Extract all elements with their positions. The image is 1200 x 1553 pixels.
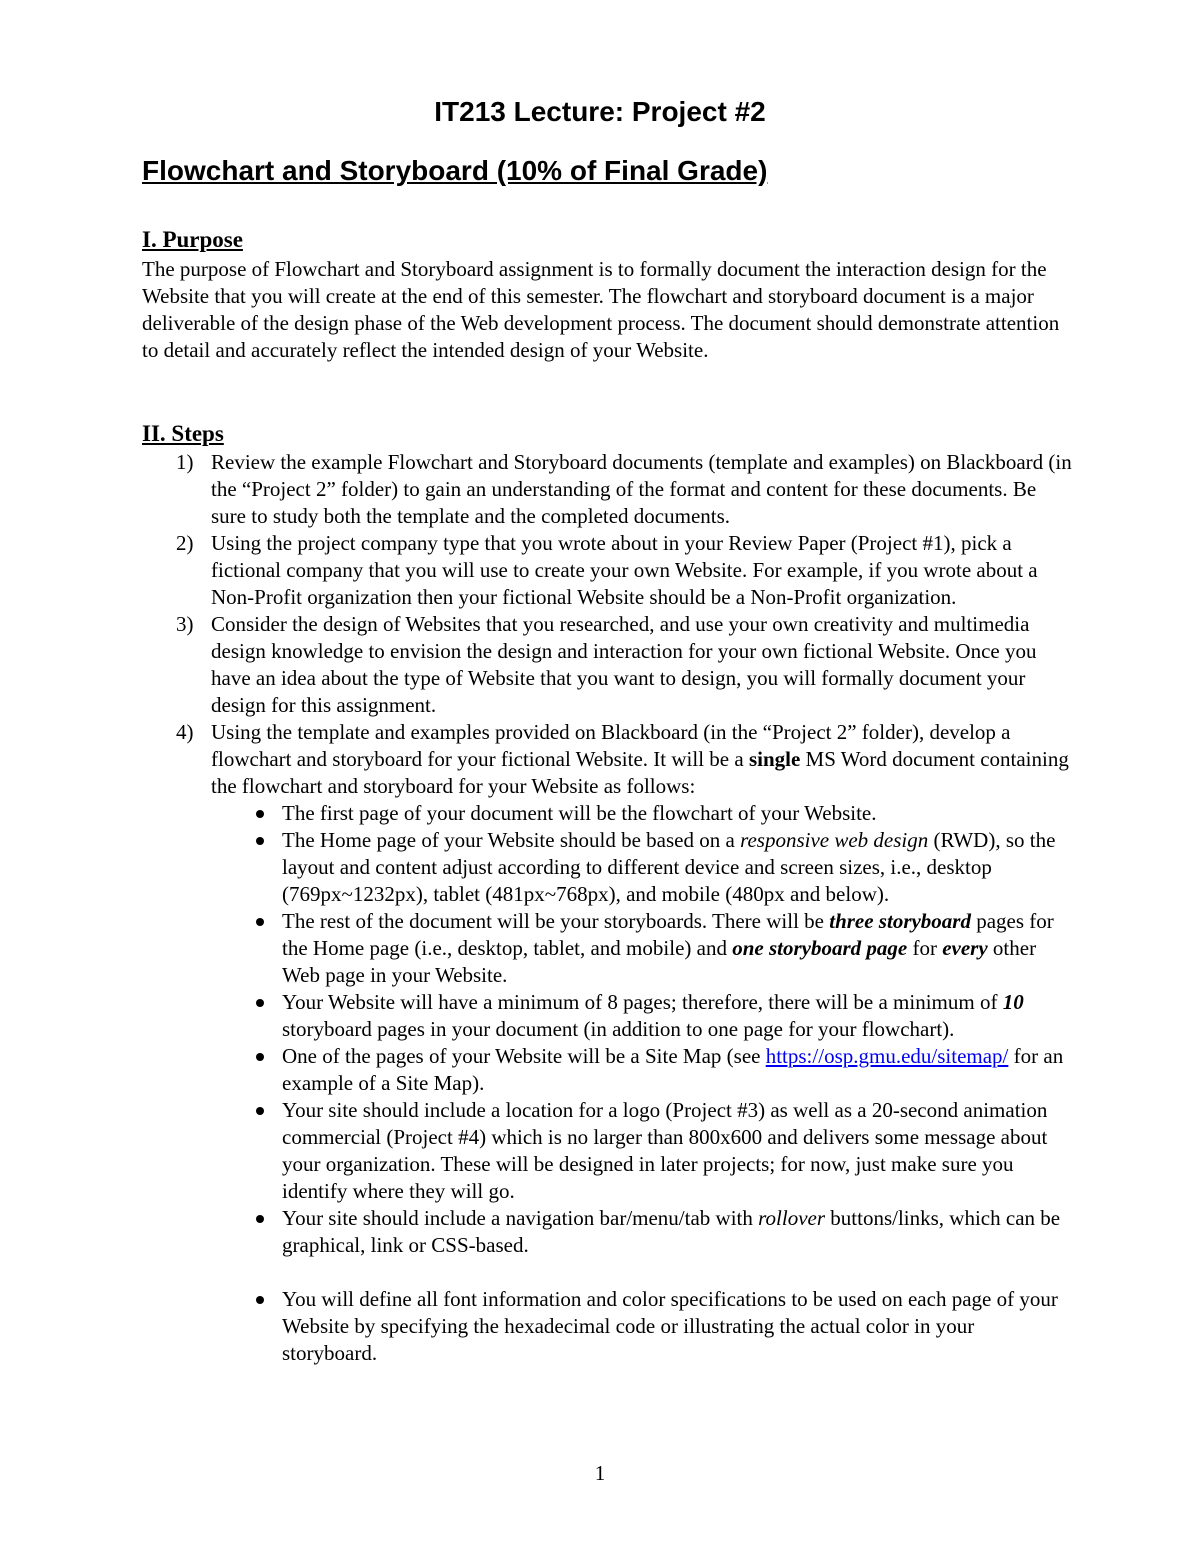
bullet-icon — [256, 999, 264, 1007]
bold-italic-emphasis: one storyboard page — [732, 936, 908, 960]
step-item — [142, 530, 1072, 611]
bullet-text-part: Your Website will have a minimum of 8 pages; therefore, there will be a minimum of — [282, 990, 1003, 1014]
bullet-item — [211, 1043, 1072, 1097]
sitemap-link[interactable]: https://osp.gmu.edu/sitemap/ — [765, 1044, 1009, 1068]
bullet-text-part: for — [907, 936, 943, 960]
step-number: 4) — [176, 720, 194, 744]
page-subtitle: Flowchart and Storyboard (10% of Final Grade) — [142, 155, 768, 186]
bullet-icon — [256, 837, 264, 845]
bullet-icon — [256, 1215, 264, 1223]
step-text-part: Using the template and examples provided on Blackboard (in the “Project 2” folder), develop a flowchart and storyboard for your fictional Website. It will be a — [211, 720, 1011, 771]
bold-italic-emphasis: three storyboard — [829, 909, 971, 933]
bullet-text — [282, 828, 1055, 906]
bullet-icon — [256, 1296, 264, 1304]
bullet-text-part: pages for the Home page (i.e., desktop, tablet, and mobile) and — [282, 909, 1054, 960]
step-text — [211, 720, 1069, 798]
bullet-text: You will define all font information and color specifications to be used on each page of your Website by specifying the hexadecimal code or illustrating the actual color in your storyboard. — [282, 1287, 1058, 1365]
bullet-text — [282, 909, 1054, 987]
bullet-text-part: buttons/links, which can be graphical, link or CSS-based. — [282, 1206, 1061, 1257]
bullet-text — [282, 990, 1024, 1041]
bullet-item — [211, 800, 1072, 827]
bullet-text — [282, 1206, 1060, 1257]
bullet-item — [211, 827, 1072, 908]
bullet-item — [211, 1097, 1072, 1205]
page-number: 1 — [594, 1461, 606, 1485]
bullet-item — [211, 1286, 1072, 1367]
bold-italic-emphasis: every — [942, 936, 988, 960]
section-heading-steps: II. Steps — [142, 421, 224, 446]
bullet-text-part: storyboard pages in your document (in addition to one page for your flowchart). — [282, 1017, 955, 1041]
bullet-text-part: The Home page of your Website should be based on a — [282, 828, 741, 852]
bullet-text — [282, 1044, 1063, 1095]
italic-emphasis: rollover — [758, 1206, 826, 1230]
bullet-text-part: for an example of a Site Map). — [282, 1044, 1064, 1095]
step-number: 2) — [176, 531, 194, 555]
step-text: Review the example Flowchart and Storyboard documents (template and examples) on Blackboard (in the “Project 2” folder) to gain an understanding of the format and content for these documents. Be sure to study both the template and the completed documents. — [211, 450, 1072, 528]
bullet-item — [211, 1205, 1072, 1259]
bold-emphasis: single — [748, 747, 801, 771]
italic-emphasis: responsive web design — [740, 828, 929, 852]
bullet-text: The first page of your document will be the flowchart of your Website. — [282, 801, 877, 825]
step-number: 1) — [176, 450, 194, 474]
step-item — [142, 449, 1072, 530]
purpose-paragraph: The purpose of Flowchart and Storyboard assignment is to formally document the interaction design for the Website that you will create at the end of this semester. The flowchart and storyboard document is a major deliverable of the design phase of the Web development process. The document should demonstrate attention to detail and accurately reflect the intended design of your Website. — [142, 257, 1060, 362]
step-text: Consider the design of Websites that you researched, and use your own creativity and multimedia design knowledge to envision the design and interaction for your own fictional Website. Once you have an idea about the type of Website that you want to design, you will formally document your design for this assignment. — [211, 612, 1037, 717]
bold-italic-emphasis: 10 — [1002, 990, 1024, 1014]
step-text-part: MS Word document containing the flowchart and storyboard for your Website as follows: — [211, 747, 1069, 798]
step-item — [142, 719, 1072, 1367]
bullet-text: Your site should include a location for a logo (Project #3) as well as a 20-second animation commercial (Project #4) which is no larger than 800x600 and delivers some message about your organization. These will be designed in later projects; for now, just make sure you identify where they will go. — [282, 1098, 1048, 1203]
bullet-text-part: (RWD), so the layout and content adjust according to different device and screen sizes, i.e., desktop (769px~1232px), tablet (481px~768px), and mobile (480px and below). — [282, 828, 1056, 906]
bullet-text-part: The rest of the document will be your storyboards. There will be — [282, 909, 830, 933]
bullet-text-part: Your site should include a navigation bar/menu/tab with — [282, 1206, 759, 1230]
bullet-text-part: One of the pages of your Website will be a Site Map (see — [282, 1044, 766, 1068]
page-title: IT213 Lecture: Project #2 — [434, 96, 766, 127]
requirements-bullet-list — [211, 800, 1072, 1367]
bullet-text-part: other Web page in your Website. — [282, 936, 1037, 987]
bullet-item — [211, 989, 1072, 1043]
bullet-item — [211, 908, 1072, 989]
step-item — [142, 611, 1072, 719]
bullet-icon — [256, 918, 264, 926]
bullet-icon — [256, 810, 264, 818]
bullet-icon — [256, 1107, 264, 1115]
step-text: Using the project company type that you wrote about in your Review Paper (Project #1), pick a fictional company that you will use to create your own Website. For example, if you wrote about a Non-Profit organization then your fictional Website should be a Non-Profit organization. — [211, 531, 1038, 609]
step-number: 3) — [176, 612, 194, 636]
bullet-icon — [256, 1053, 264, 1061]
steps-list — [142, 449, 1072, 1367]
section-heading-purpose: I. Purpose — [142, 227, 243, 252]
